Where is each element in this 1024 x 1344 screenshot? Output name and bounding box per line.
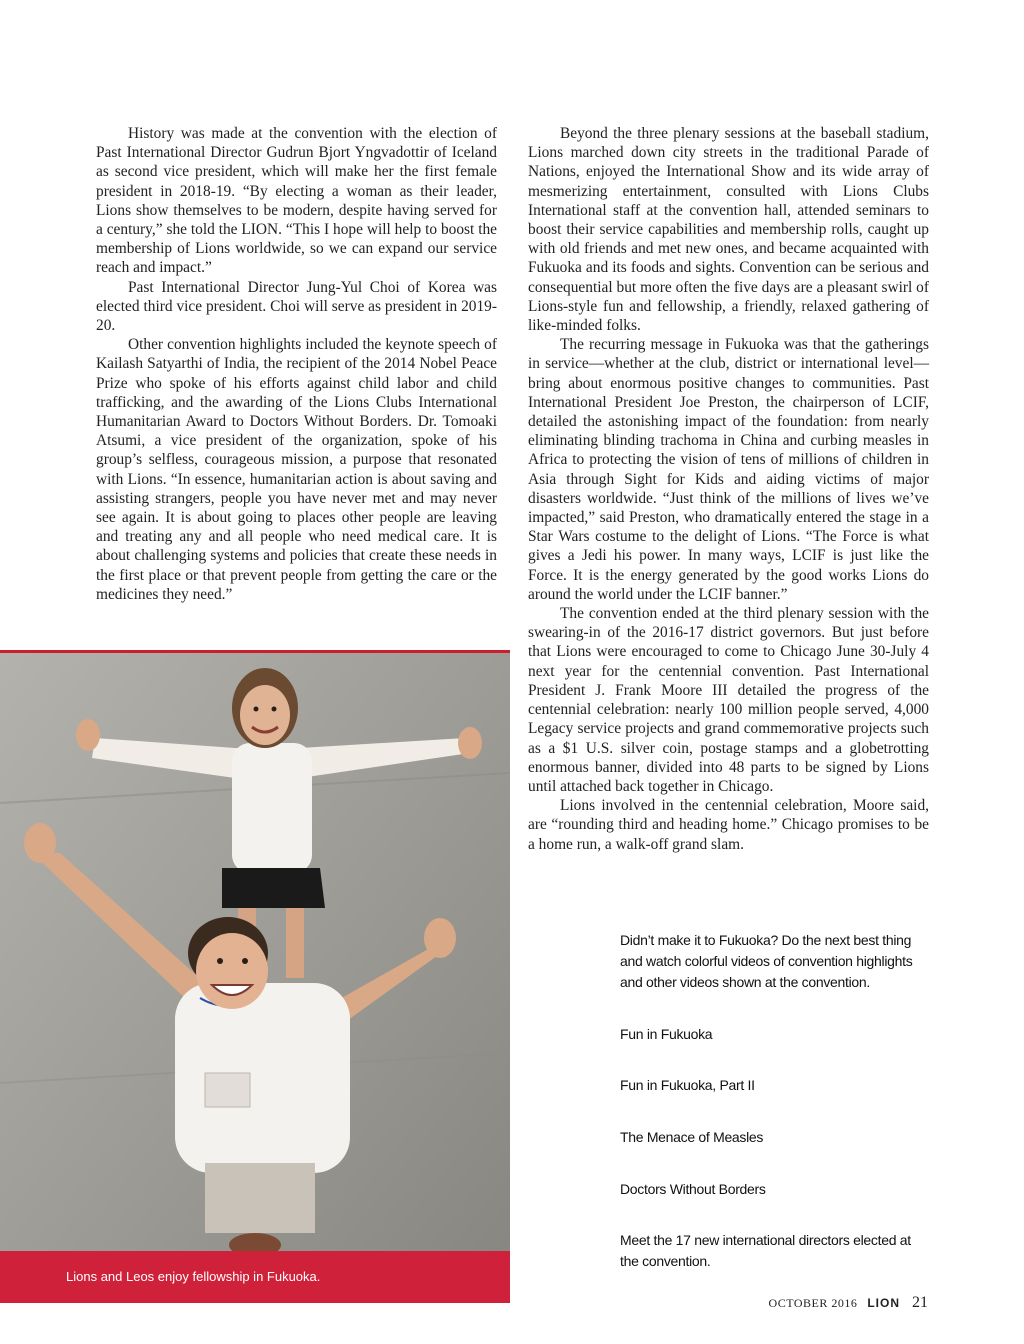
video-link-fun-in-fukuoka[interactable]: Fun in Fukuoka [620, 1026, 713, 1042]
article-left-column [96, 124, 497, 604]
video-link-new-directors[interactable]: Meet the 17 new international directors elected at the convention. [620, 1232, 911, 1269]
article-paragraph: The convention ended at the third plenary session with the swearing-in of the 2016-17 district governors. But just before that Lions were encouraged to come to Chicago June 30-July 4 next year for the centennial convention. Past International President J. Frank Moore III detailed the progress of the centennial celebration: nearly 100 million people served, 4,000 Legacy service projects and grand commemorative projects such as a $1 U.S. silver coin, postage stamps and a globetrotting enormous banner, divided into 48 parts to be signed by Lions until attached back together in Chicago. [528, 605, 929, 795]
caption-bar [0, 1251, 510, 1303]
video-sidebar-intro: Didn’t make it to Fukuoka? Do the next best thing and watch colorful videos of convention highlights and other videos shown at the convention. [620, 932, 913, 990]
article-right-column [528, 124, 929, 854]
issue-date: OCTOBER 2016 [768, 1296, 858, 1310]
video-link-doctors-without-borders[interactable]: Doctors Without Borders [620, 1181, 766, 1197]
magazine-name: LION [867, 1296, 900, 1310]
article-paragraph: History was made at the convention with the election of Past International Director Gudrun Bjort Yngvadottir of Iceland as second vice president, which will make her the first female president in 2018-19. “By electing a woman as their leader, Lions show themselves to be modern, despite having served for a century,” she told the LION. “This I hope will help to boost the membership of Lions worldwide, so we can expand our service reach and impact.” [96, 125, 497, 277]
article-paragraph: Beyond the three plenary sessions at the baseball stadium, Lions marched down city streets in the traditional Parade of Nations, enjoyed the International Show and its wide array of mesmerizing entertainment, consulted with Lions Clubs International staff at the convention hall, attended seminars to boost their service capabilities and membership rolls, caught up with old friends and met new ones, and became acquainted with Fukuoka and its foods and sights. Convention can be serious and consequential but more often the five days are a pleasant swirl of Lions-style fun and fellowship, a friendly, relaxed gathering of like-minded folks. [528, 125, 929, 335]
video-link-menace-of-measles[interactable]: The Menace of Measles [620, 1129, 764, 1145]
page-number: 21 [912, 1294, 928, 1311]
photo-lions-leos [0, 650, 510, 1303]
article-paragraph: Lions involved in the centennial celebration, Moore said, are “rounding third and heading home.” Chicago promises to be a home run, a walk-off grand slam. [528, 797, 929, 853]
article-paragraph: Other convention highlights included the keynote speech of Kailash Satyarthi of India, the recipient of the 2014 Nobel Peace Prize who spoke of his efforts against child labor and child trafficking, and the awarding of the Lions Clubs International Humanitarian Award to Doctors Without Borders. Dr. Tomoaki Atsumi, a vice president of the organization, spoke of his group’s selfless, courageous mission, a purpose that resonated with Lions. “In essence, humanitarian action is about saving and assisting strangers, people you have never met and may never see again. It is about going to places other people are leaving and treating any and all people who need medical care. It is about challenging systems and policies that create these needs in the first place or that prevent people from getting the care or the medicines they need.” [96, 336, 497, 603]
photo-illustration [0, 653, 510, 1303]
page-footer [769, 1294, 928, 1312]
article-paragraph: The recurring message in Fukuoka was that the gatherings in service—whether at the club, district or international level—bring about enormous positive changes to communities. Past International President Joe Preston, the chairperson of LCIF, detailed the astonishing impact of the foundation: from nearly eliminating blinding trachoma in China and curbing measles in Africa to protecting the vision of tens of millions of children in Asia through Sight for Kids and aiding victims of major disasters worldwide. “Just think of the millions of lives we’ve impacted,” said Preston, who dramatically entered the stage in a Star Wars costume to the delight of Lions. “The Force is what gives a Jedi his power. In many ways, LCIF is just like the Force. It is the energy generated by the good works Lions do around the world under the LCIF banner.” [528, 336, 929, 603]
photo-caption: Lions and Leos enjoy fellowship in Fukuoka. [66, 1269, 321, 1284]
video-link-fun-in-fukuoka-part-ii[interactable]: Fun in Fukuoka, Part II [620, 1077, 755, 1093]
article-paragraph: Past International Director Jung-Yul Choi of Korea was elected third vice president. Choi will serve as president in 2019-20. [96, 278, 497, 335]
